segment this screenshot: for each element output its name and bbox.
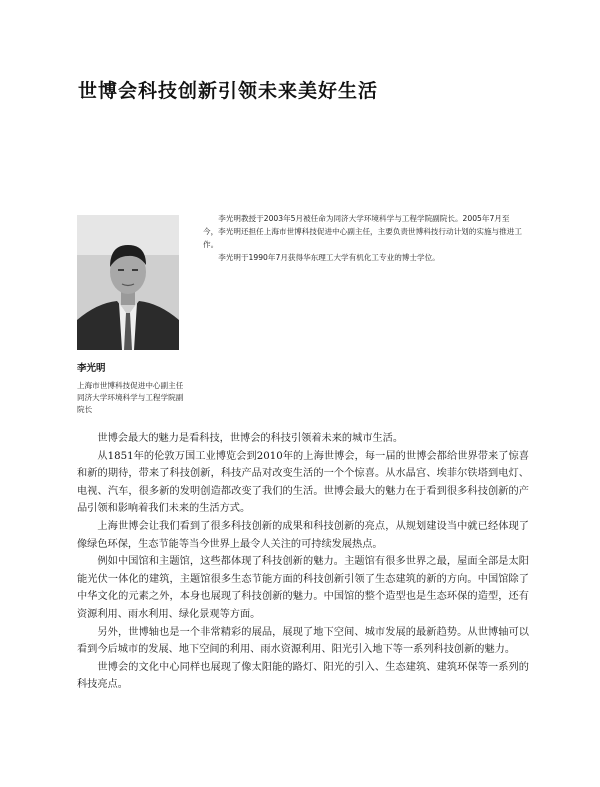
bio-paragraph: 李光明教授于2003年5月被任命为同济大学环境科学与工程学院副院长。2005年7月至今，李光明还担任上海市世博科技促进中心副主任，主要负责世博科技行动计划的实施与推进工作。 [203,214,522,249]
author-photo [77,215,179,350]
author-position [77,380,217,416]
bio-paragraph: 李光明于1990年7月获得华东理工大学有机化工专业的博士学位。 [218,253,440,262]
body-paragraph: 另外，世博轴也是一个非常精彩的展品，展现了地下空间、城市发展的最新趋势。从世博轴可以看到今后城市的发展、地下空间的利用、雨水资源利用、阳光引入地下等一系列科技创新的魅力。 [77,626,529,656]
position-line: 同济大学环境科学与工程学院副 [77,393,184,402]
position-line: 院长 [77,405,93,414]
author-bio [203,212,523,264]
body-paragraph: 世博会的文化中心同样也展现了像太阳能的路灯、阳光的引入、生态建筑、建筑环保等一系列的科技亮点。 [77,661,529,691]
body-paragraph: 例如中国馆和主题馆，这些都体现了科技创新的魅力。主题馆有很多世界之最，屋面全部是太阳能光伏一体化的建筑，主题馆很多生态节能方面的科技创新引领了生态建筑的新的方向。中国馆除了中华文化的元素之外，本身也展现了科技创新的魅力。中国馆的整个造型也是生态环保的造型，还有资源利用、雨水利用、绿化景观等方面。 [77,556,529,620]
portrait-image [77,215,179,350]
body-paragraph: 上海世博会让我们看到了很多科技创新的成果和科技创新的亮点，从规划建设当中就已经体现了像绿色环保，生态节能等当今世界上最令人关注的可持续发展热点。 [77,520,529,550]
author-name: 李光明 [77,363,106,374]
body-paragraph: 世博会最大的魅力是看科技，世博会的科技引领着未来的城市生活。 [97,433,404,444]
position-line: 上海市世博科技促进中心副主任 [77,381,184,390]
article-body [77,430,529,694]
article-title: 世博会科技创新引领未来美好生活 [78,80,379,102]
body-paragraph: 从1851年的伦敦万国工业博览会到2010年的上海世博会，每一届的世博会都给世界带来了惊喜和新的期待，带来了科技创新，科技产品对改变生活的一个个惊喜。从水晶宫、埃菲尔铁塔到电灯、电视、汽车，很多新的发明创造都改变了我们的生活。世博会最大的魅力在于看到很多科技创新的产品引领和影响着我们未来的生活方式。 [77,450,529,515]
